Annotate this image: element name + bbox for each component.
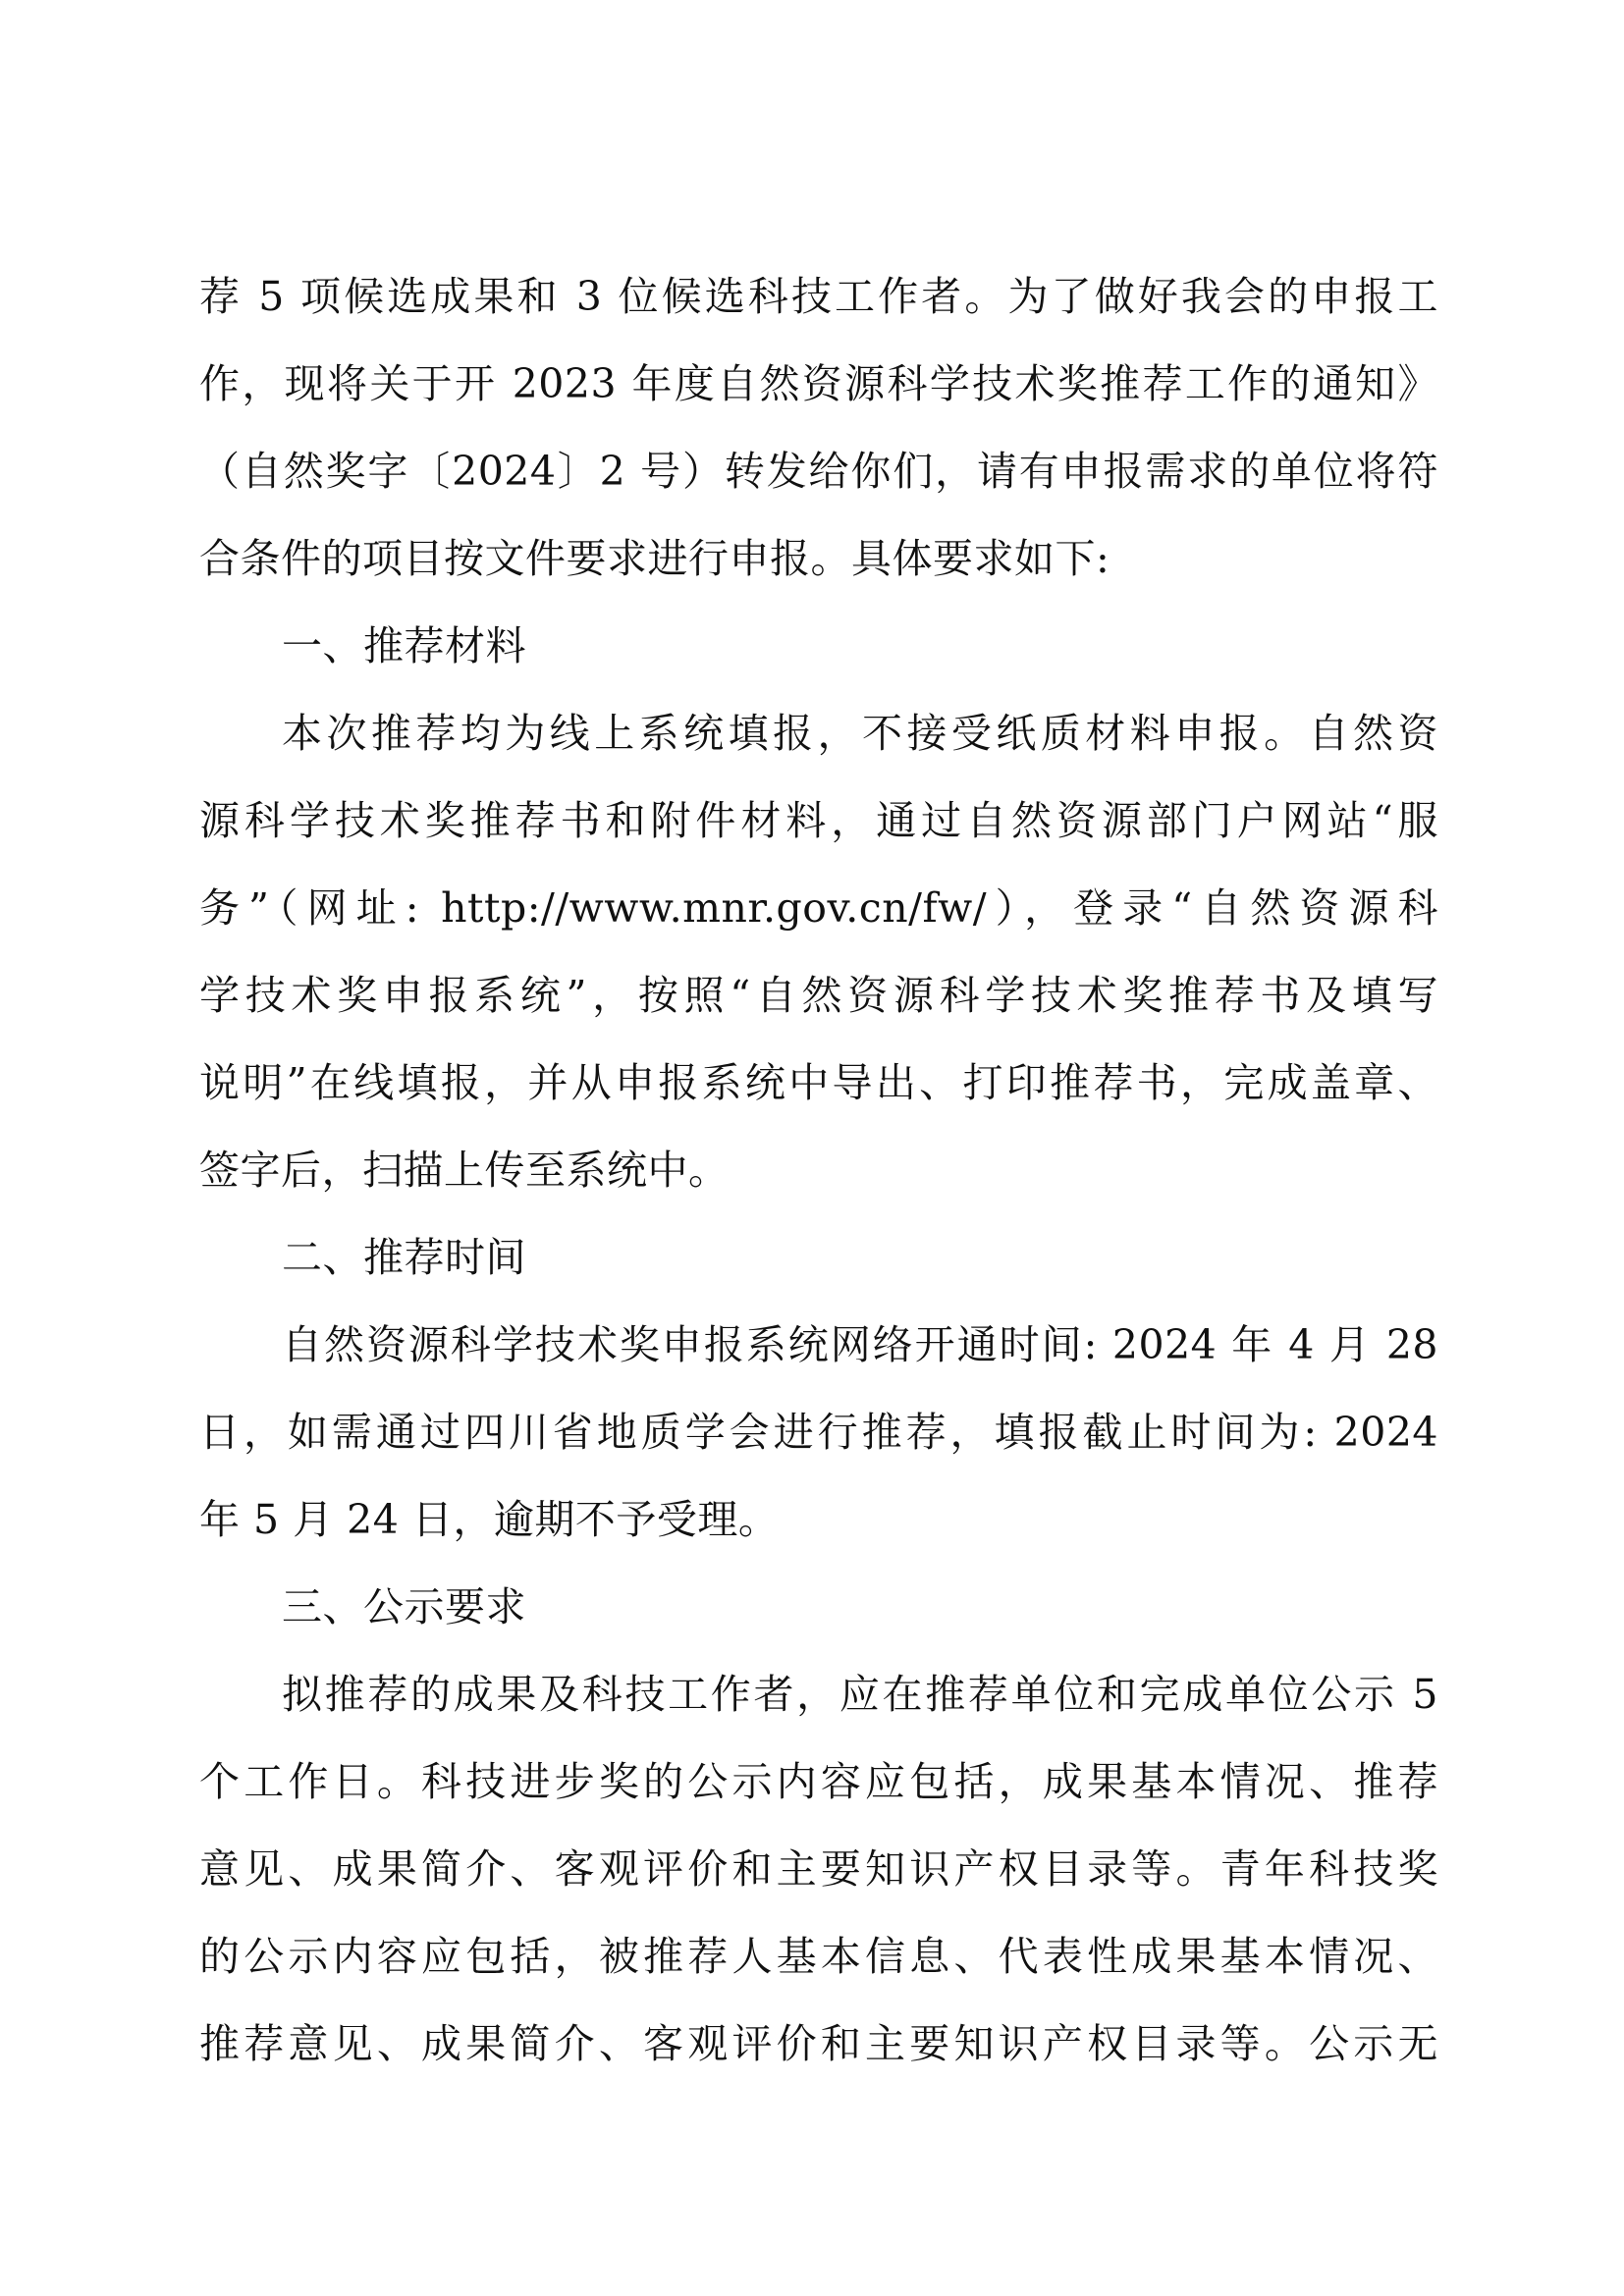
text-line-14: 日，如需通过四川省地质学会进行推荐，填报截止时间为: 2024	[199, 1409, 1438, 1456]
text-line-6: 本次推荐均为线上系统填报，不接受纸质材料申报。自然资	[282, 710, 1438, 757]
text-line-17: 拟推荐的成果及科技工作者，应在推荐单位和完成单位公示 5	[282, 1671, 1438, 1718]
text-line-7: 源科学技术奖推荐书和附件材料，通过自然资源部门户网站“服	[199, 797, 1438, 844]
document-body	[199, 253, 1438, 2088]
text-line-3: （自然奖字〔2024〕2 号）转发给你们，请有申报需求的单位将符	[199, 448, 1438, 495]
text-line-2: 作，现将关于开 2023 年度自然资源科学技术奖推荐工作的通知》	[199, 360, 1438, 407]
text-line-4: 合条件的项目按文件要求进行申报。具体要求如下:	[199, 535, 1110, 582]
text-line-8: 务”（网址: http://www.mnr.gov.cn/fw/），登录“自然资源科	[199, 884, 1438, 932]
section-heading-3: 三、公示要求	[282, 1583, 526, 1630]
text-line-10: 说明”在线填报，并从申报系统中导出、打印推荐书，完成盖章、	[199, 1059, 1438, 1106]
text-line-19: 意见、成果简介、客观评价和主要知识产权目录等。青年科技奖	[199, 1845, 1438, 1893]
text-line-9: 学技术奖申报系统”，按照“自然资源科学技术奖推荐书及填写	[199, 972, 1438, 1019]
section-heading-2: 二、推荐时间	[282, 1234, 526, 1281]
section-heading-1: 一、推荐材料	[282, 622, 526, 669]
text-line-13: 自然资源科学技术奖申报系统网络开通时间: 2024 年 4 月 28	[282, 1321, 1438, 1368]
text-line-11: 签字后，扫描上传至系统中。	[199, 1147, 730, 1194]
text-line-21: 推荐意见、成果简介、客观评价和主要知识产权目录等。公示无	[199, 2020, 1438, 2067]
text-line-20: 的公示内容应包括，被推荐人基本信息、代表性成果基本情况、	[199, 1933, 1438, 1980]
text-line-1: 荐 5 项候选成果和 3 位候选科技工作者。为了做好我会的申报工	[199, 273, 1438, 320]
text-line-15: 年 5 月 24 日，逾期不予受理。	[199, 1496, 780, 1543]
text-line-18: 个工作日。科技进步奖的公示内容应包括，成果基本情况、推荐	[199, 1758, 1438, 1805]
